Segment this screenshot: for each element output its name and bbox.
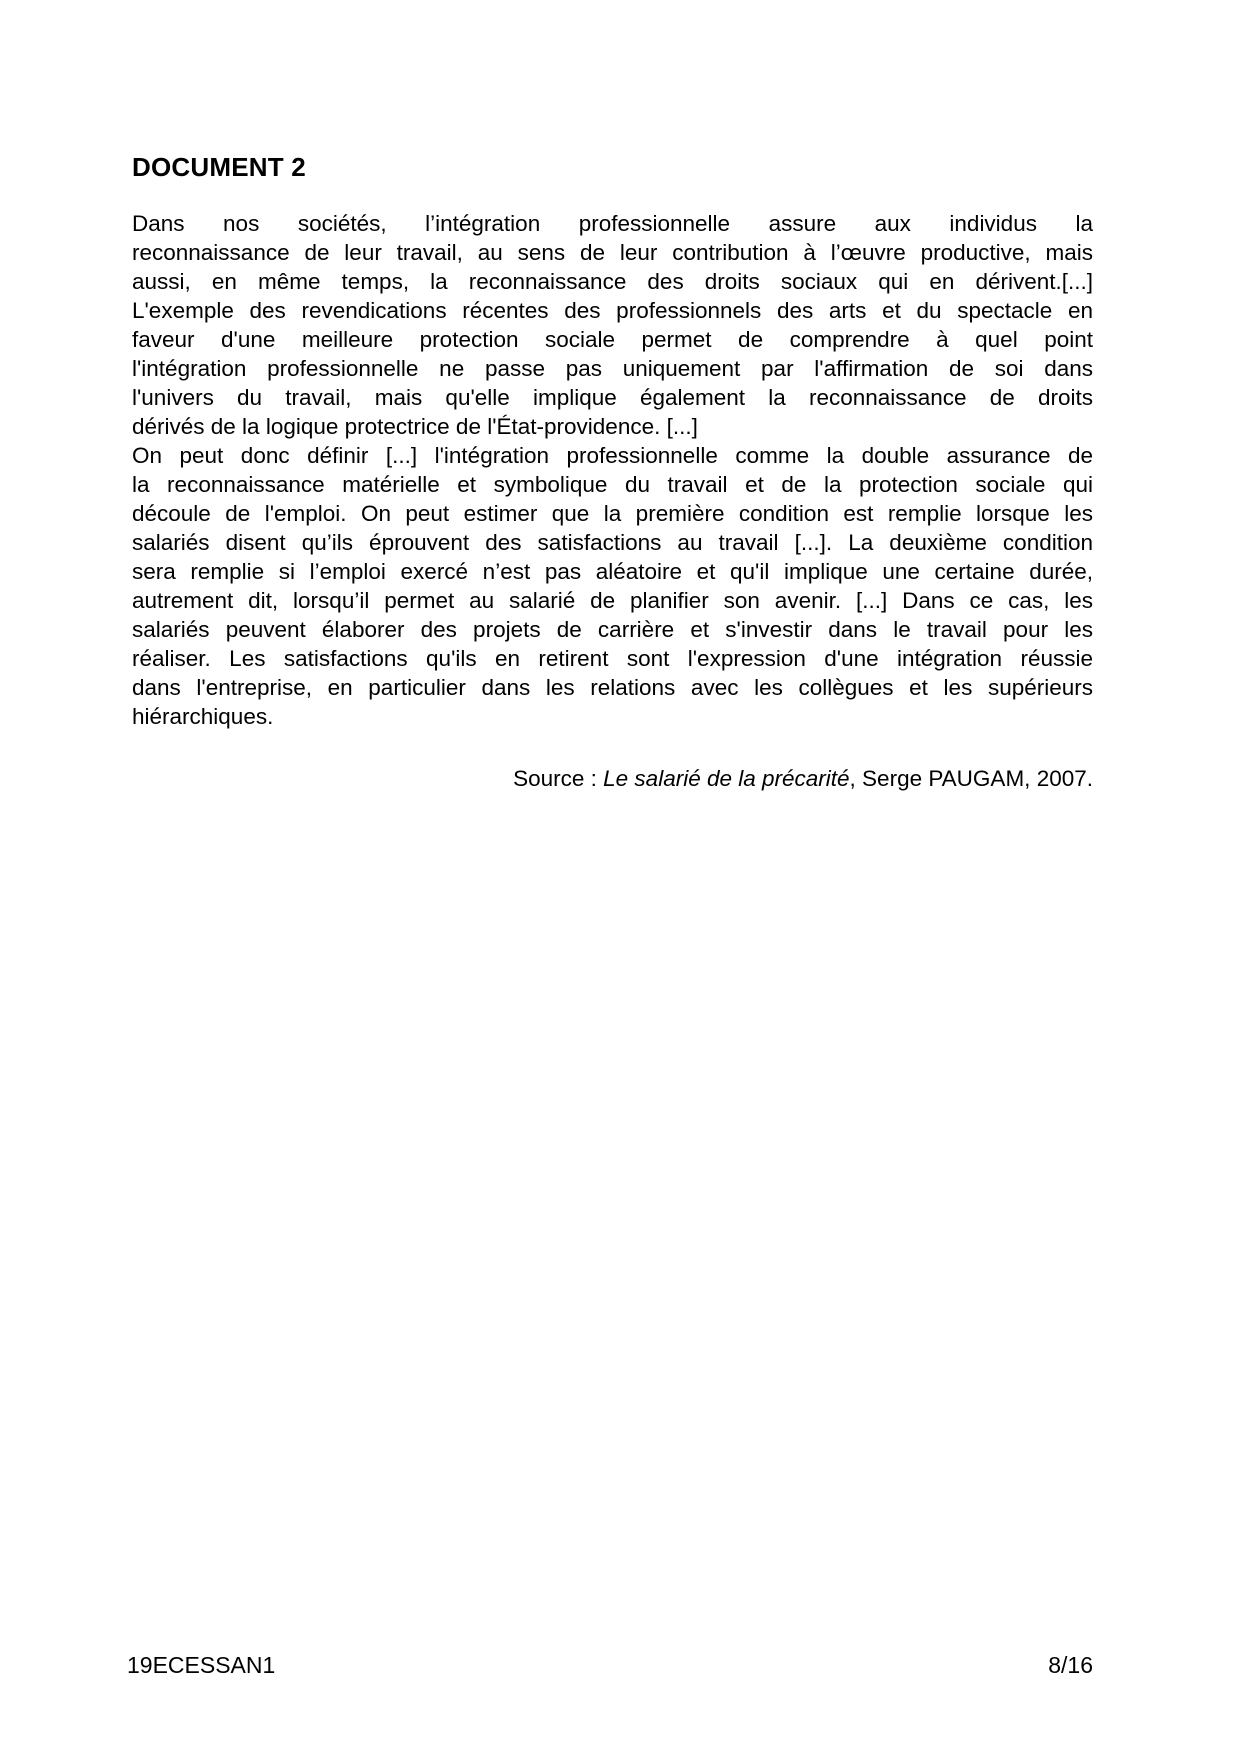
text-line: la reconnaissance matérielle et symbolique du travail et de la protection sociale qui (132, 472, 1093, 497)
paragraph-1 (132, 209, 1093, 441)
text-line: l'intégration professionnelle ne passe pas uniquement par l'affirmation de soi dans (132, 356, 1093, 381)
source-label: Source : (513, 766, 604, 791)
text-line: salariés disent qu’ils éprouvent des satisfactions au travail [...]. La deuxième condition (132, 530, 1093, 555)
text-line: On peut donc définir [...] l'intégration professionnelle comme la double assurance de (132, 443, 1093, 468)
source-author-year: , Serge PAUGAM, 2007. (849, 766, 1093, 791)
text-line: l'univers du travail, mais qu'elle implique également la reconnaissance de droits (132, 385, 1093, 410)
text-line: salariés peuvent élaborer des projets de carrière et s'investir dans le travail pour les (132, 617, 1093, 642)
source-citation (132, 764, 1093, 793)
footer-exam-code: 19ECESSAN1 (127, 1652, 276, 1678)
text-line: reconnaissance de leur travail, au sens de leur contribution à l’œuvre productive, mais (132, 240, 1093, 265)
document-content (132, 152, 1093, 793)
text-line: dans l'entreprise, en particulier dans les relations avec les collègues et les supérieurs (132, 675, 1093, 700)
text-line: découle de l'emploi. On peut estimer que la première condition est remplie lorsque les (132, 501, 1093, 526)
footer-page-number: 8/16 (1048, 1652, 1093, 1678)
text-line: hiérarchiques. (132, 704, 274, 729)
text-line: Dans nos sociétés, l’intégration professionnelle assure aux individus la (132, 211, 1093, 236)
text-line: L'exemple des revendications récentes des professionnels des arts et du spectacle en (132, 298, 1093, 323)
document-heading: DOCUMENT 2 (132, 152, 306, 182)
page-footer (127, 1652, 1093, 1679)
text-line: dérivés de la logique protectrice de l'État-providence. [...] (132, 414, 698, 439)
text-line: réaliser. Les satisfactions qu'ils en retirent sont l'expression d'une intégration réussie (132, 646, 1093, 671)
text-line: faveur d'une meilleure protection sociale permet de comprendre à quel point (132, 327, 1093, 352)
source-work-title: Le salarié de la précarité (603, 766, 850, 791)
document-body (132, 209, 1093, 731)
text-line: sera remplie si l’emploi exercé n’est pas aléatoire et qu'il implique une certaine durée, (132, 559, 1093, 584)
paragraph-2 (132, 441, 1093, 731)
text-line: autrement dit, lorsqu’il permet au salarié de planifier son avenir. [...] Dans ce cas, les (132, 588, 1093, 613)
text-line: aussi, en même temps, la reconnaissance des droits sociaux qui en dérivent.[...] (132, 269, 1093, 294)
